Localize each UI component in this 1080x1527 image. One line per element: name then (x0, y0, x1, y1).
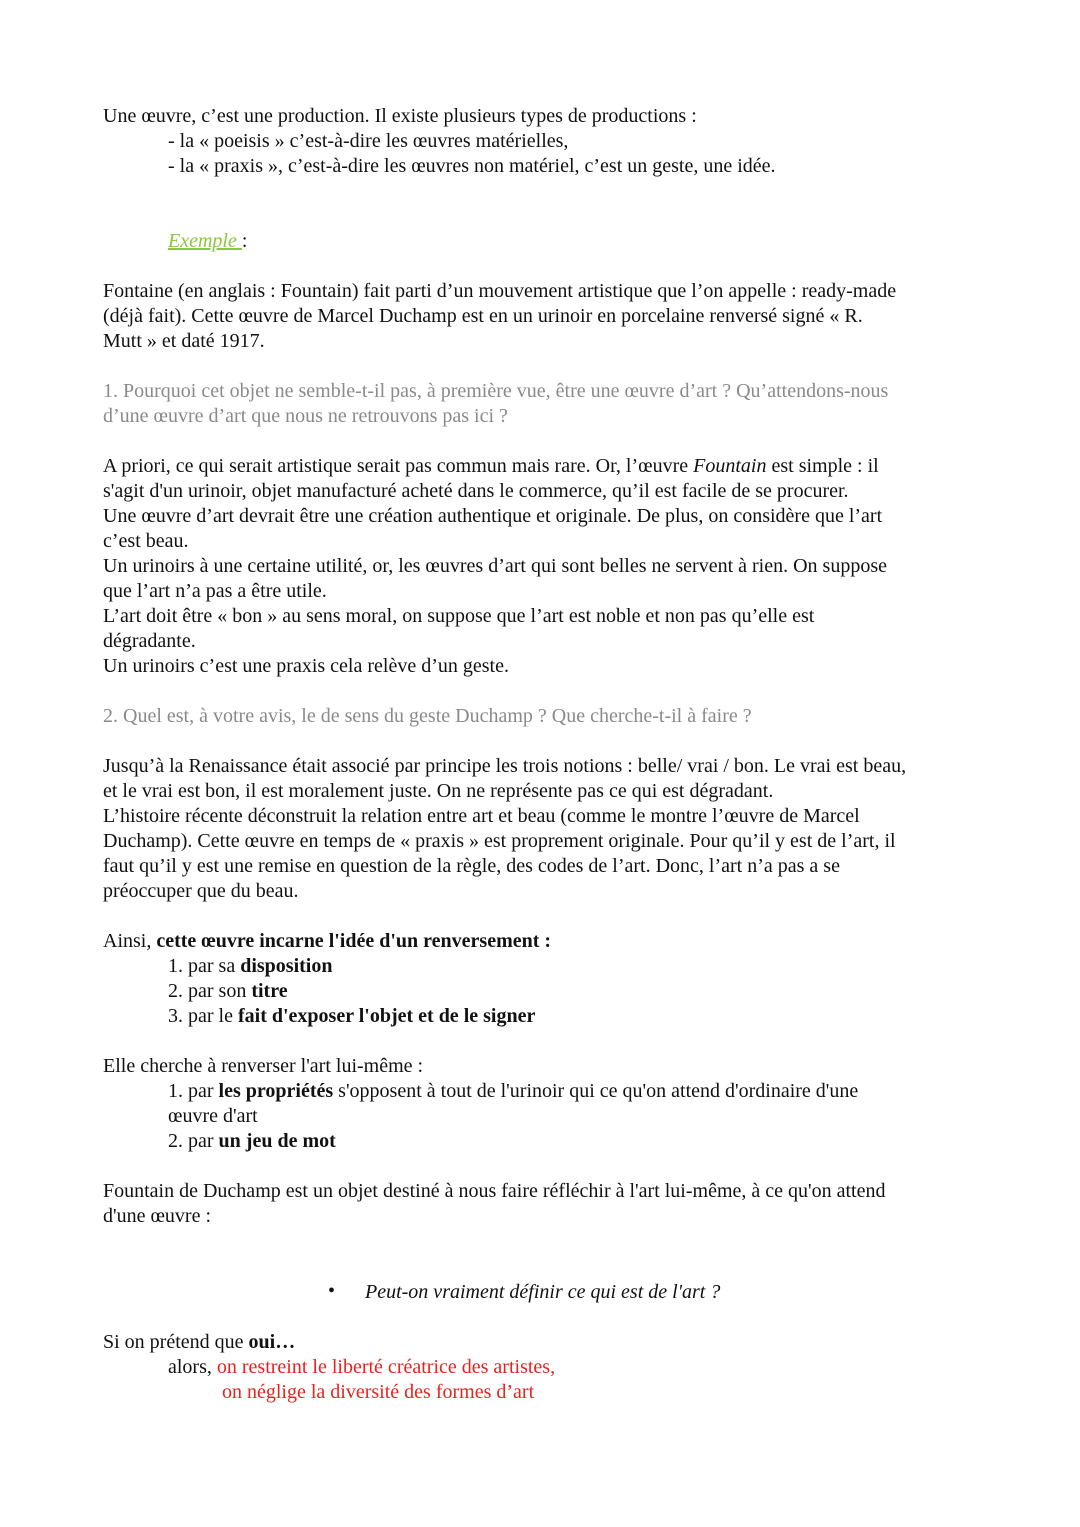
text-line (168, 129, 568, 154)
text-line (103, 754, 906, 779)
text-segment: Une œuvre d’art devrait être une création authentique et originale. De plus, on considère que l’art (103, 505, 883, 527)
text-line (103, 304, 863, 329)
text-segment: - la « praxis », c’est-à-dire les œuvres non matériel, c’est un geste, une idée. (168, 155, 776, 177)
text-segment: 2. par son (168, 980, 252, 1002)
text-line (103, 829, 896, 854)
text-line (168, 954, 332, 979)
text-segment: Un urinoirs c’est une praxis cela relève d’un geste. (103, 655, 509, 677)
text-line (103, 779, 773, 804)
text-segment: - la « poeisis » c’est-à-dire les œuvres matérielles, (168, 130, 569, 152)
text-line (168, 229, 247, 254)
text-segment: et le vrai est bon, il est moralement juste. On ne représente pas ce qui est dégradant. (103, 780, 774, 802)
text-segment: Jusqu’à la Renaissance était associé par principe les trois notions : belle/ vrai / bon. Le vrai est beau, (103, 755, 907, 777)
text-line (168, 1004, 535, 1029)
text-segment: œuvre d'art (168, 1105, 258, 1127)
text-segment: (déjà fait). Cette œuvre de Marcel Duchamp est en un urinoir en porcelaine renversé signé « R. (103, 305, 863, 327)
text-line (365, 1280, 720, 1305)
text-segment: Duchamp). Cette œuvre en temps de « praxis » est proprement originale. Pour qu’il y est de l’art, il (103, 830, 896, 852)
text-segment: Mutt » et daté 1917. (103, 330, 265, 352)
text-segment: Peut-on vraiment définir ce qui est de l'art ? (365, 1281, 721, 1303)
text-segment: Fontaine (en anglais : Fountain) fait parti d’un mouvement artistique que l’on appelle : ready-made (103, 280, 897, 302)
text-segment: L’art doit être « bon » au sens moral, on suppose que l’art est noble et non pas qu’elle est (103, 605, 815, 627)
text-line (103, 804, 860, 829)
text-segment: fait d'exposer l'objet et de le signer (237, 1005, 536, 1027)
text-segment: 2. par (168, 1130, 219, 1152)
text-line (168, 1104, 258, 1129)
text-segment: s'agit d'un urinoir, objet manufacturé acheté dans le commerce, qu’il est facile de se procurer. (103, 480, 849, 502)
text-line (103, 604, 814, 629)
text-line (103, 279, 896, 304)
text-line (168, 1129, 336, 1154)
text-segment: 1. Pourquoi cet objet ne semble-t-il pas, à première vue, être une œuvre d’art ? Qu’attendons-nous (103, 380, 889, 402)
text-segment: est simple : il (766, 455, 879, 477)
text-segment: titre (251, 980, 288, 1002)
text-line (168, 1355, 555, 1380)
text-line (103, 629, 196, 654)
text-segment: oui… (248, 1331, 296, 1353)
text-line (103, 1204, 211, 1229)
text-segment: d'une œuvre : (103, 1205, 212, 1227)
text-line (222, 1380, 534, 1405)
text-segment: les propriétés (218, 1080, 334, 1102)
text-line (103, 579, 327, 604)
text-line (103, 1054, 423, 1079)
text-segment: on néglige la diversité des formes d’art (222, 1381, 535, 1403)
text-line (103, 704, 752, 729)
text-line (103, 1330, 295, 1355)
text-line (103, 879, 298, 904)
text-segment: Fountain (693, 455, 767, 477)
text-segment: cette œuvre incarne l'idée d'un renversement : (156, 930, 552, 952)
text-segment: 1. par sa (168, 955, 241, 977)
example-heading: Exemple (168, 230, 242, 252)
text-line (103, 1179, 886, 1204)
text-line (168, 979, 288, 1004)
text-segment: Ainsi, (103, 930, 157, 952)
text-line (168, 154, 776, 179)
text-segment: préoccuper que du beau. (103, 880, 299, 902)
text-segment: Elle cherche à renverser l'art lui-même : (103, 1055, 424, 1077)
text-line (103, 404, 508, 429)
text-segment: d’une œuvre d’art que nous ne retrouvons pas ici ? (103, 405, 508, 427)
text-line (103, 379, 888, 404)
text-line (103, 329, 265, 354)
text-segment: on restreint le liberté créatrice des artistes, (216, 1356, 556, 1378)
text-line (103, 479, 849, 504)
text-segment: 2. Quel est, à votre avis, le de sens du geste Duchamp ? Que cherche-t-il à faire ? (103, 705, 752, 727)
text-segment: alors, (168, 1356, 217, 1378)
text-segment: c’est beau. (103, 530, 189, 552)
text-segment: 3. par le (168, 1005, 238, 1027)
bullet-icon: • (328, 1280, 336, 1302)
text-segment: disposition (240, 955, 333, 977)
text-line (103, 554, 887, 579)
text-segment: que l’art n’a pas a être utile. (103, 580, 327, 602)
text-segment: Un urinoirs à une certaine utilité, or, les œuvres d’art qui sont belles ne servent à rien. On suppose (103, 555, 887, 577)
text-segment: : (241, 230, 248, 252)
text-segment: L’histoire récente déconstruit la relation entre art et beau (comme le montre l’œuvre de Marcel (103, 805, 860, 827)
text-segment: dégradante. (103, 630, 196, 652)
text-segment: 1. par (168, 1080, 219, 1102)
text-line (103, 929, 551, 954)
text-segment: A priori, ce qui serait artistique serait pas commun mais rare. Or, l’œuvre (103, 455, 694, 477)
text-line (103, 504, 882, 529)
text-segment: Fountain de Duchamp est un objet destiné à nous faire réfléchir à l'art lui-même, à ce qu'on attend (103, 1180, 886, 1202)
text-segment: un jeu de mot (218, 1130, 336, 1152)
text-segment: Si on prétend que (103, 1331, 249, 1353)
text-segment: Une œuvre, c’est une production. Il existe plusieurs types de productions : (103, 105, 697, 127)
text-segment: s'opposent à tout de l'urinoir qui ce qu'on attend d'ordinaire d'une (333, 1080, 859, 1102)
text-line (103, 454, 879, 479)
text-line (168, 1079, 858, 1104)
text-line (103, 104, 697, 129)
text-line (103, 854, 840, 879)
text-line (103, 654, 509, 679)
text-segment: faut qu’il y est une remise en question de la règle, des codes de l’art. Donc, l’art n’a pas a se (103, 855, 840, 877)
text-line (103, 529, 189, 554)
